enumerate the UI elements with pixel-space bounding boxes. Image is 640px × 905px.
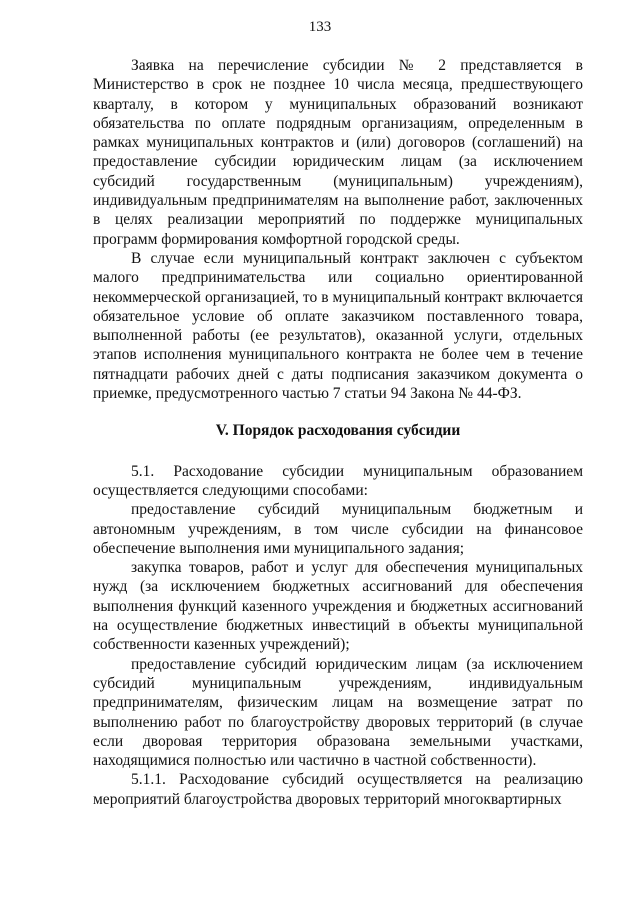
paragraph-procurement: закупка товаров, работ и услуг для обеспечения муниципальных нужд (за исключением бюджетных ассигнований для обеспечения выполнения функций казенного учреждения и бюджетных ассигнований на осуществление бюджетных инвестиций в объекты муниципальной собственности казенных учреждений);: [93, 559, 583, 654]
page-number: 133: [308, 19, 332, 35]
paragraph-municipal-contract: В случае если муниципальный контракт заключен с субъектом малого предпринимательства или социально ориентированной некоммерческой организацией, то в муниципальный контракт включается обязательное условие об оплате заказчиком поставленного товара, выполненной работы (ее результатов), оказанной услуги, отдельных этапов исполнения муниципального контракта не более чем в течение пятнадцати рабочих дней с даты подписания заказчиком документа о приемке, предусмотренного частью 7 статьи 94 Закона № 44-ФЗ.: [93, 249, 583, 403]
paragraph-subsidy-application: Заявка на перечисление субсидии № 2 представляется в Министерство в срок не позднее 10 числа месяца, предшествующего кварталу, в котором у муниципальных образований возникают обязательства по оплате подрядным организациям, определенным в рамках муниципальных контрактов и (или) договоров (соглашений) на предоставление субсидии юридическим лицам (за исключением субсидий государственным (муниципальным) учреждениям), индивидуальным предпринимателям на выполнение работ, заключенных в целях реализации мероприятий по поддержке муниципальных программ формирования комфортной городской среды.: [93, 57, 583, 248]
paragraph-5-1-1: 5.1.1. Расходование субсидий осуществляется на реализацию мероприятий благоустройства дворовых территорий многоквартирных: [93, 771, 583, 808]
section-heading: V. Порядок расходования субсидии: [215, 422, 461, 440]
page-body: [93, 56, 583, 809]
paragraph-legal-entities: предоставление субсидий юридическим лицам (за исключением субсидий муниципальным учреждениям, индивидуальным предпринимателям, физическим лицам на возмещение затрат по выполнению работ по благоустройству дворовых территорий (в случае если дворовая территория образована земельными участками, находящимися полностью или частично в частной собственности).: [93, 655, 583, 770]
paragraph-5-1: 5.1. Расходование субсидии муниципальным образованием осуществляется следующими способами:: [93, 462, 583, 499]
paragraph-budget-institutions: предоставление субсидий муниципальным бюджетным и автономным учреждениям, в том числе субсидии на финансовое обеспечение выполнения ими муниципального задания;: [93, 501, 583, 557]
